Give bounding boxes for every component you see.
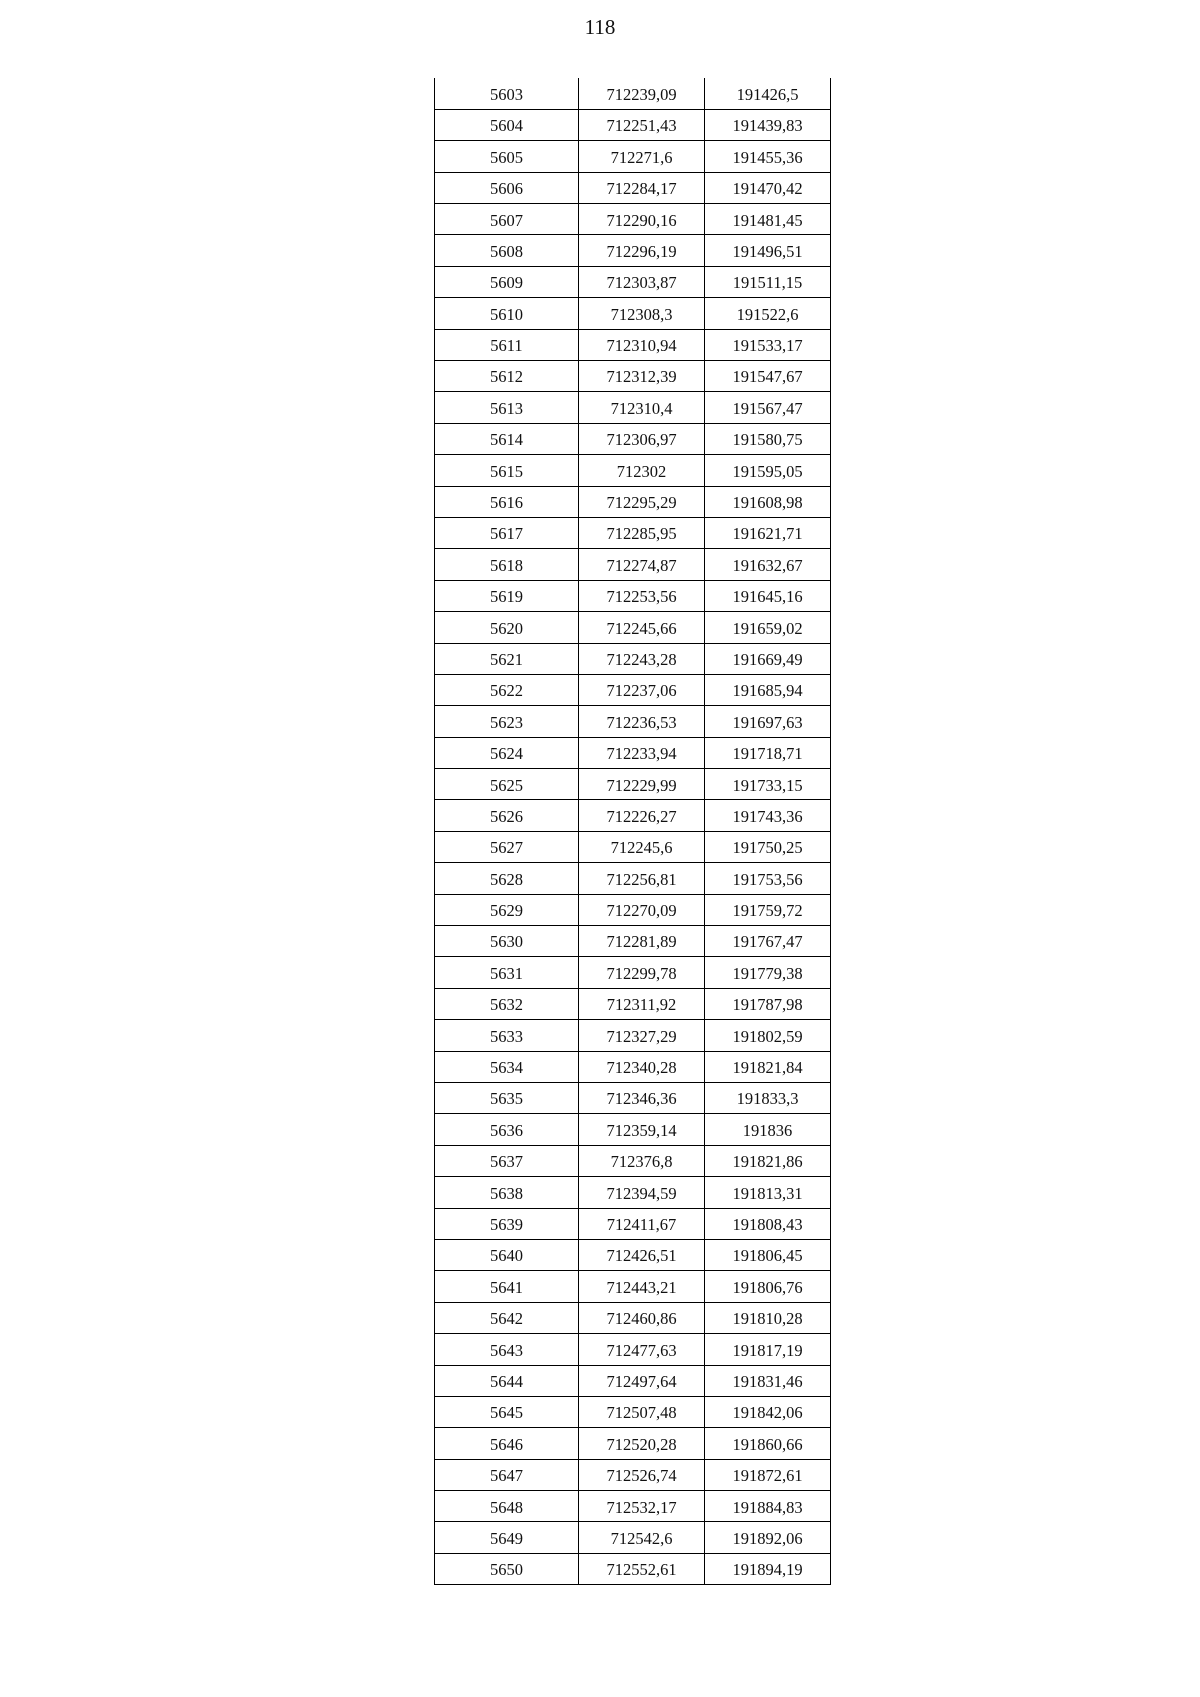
point-number-cell: 5626: [435, 800, 579, 831]
point-number-cell: 5628: [435, 863, 579, 894]
y-coordinate-cell: 191884,83: [705, 1491, 831, 1522]
table-row: [435, 926, 831, 957]
x-coordinate-cell: 712253,56: [579, 580, 705, 611]
x-coordinate-cell: 712285,95: [579, 517, 705, 548]
table-row: [435, 612, 831, 643]
table-row: [435, 1114, 831, 1145]
table-row: [435, 172, 831, 203]
point-number-cell: 5630: [435, 926, 579, 957]
y-coordinate-cell: 191645,16: [705, 580, 831, 611]
x-coordinate-cell: 712340,28: [579, 1051, 705, 1082]
table-row: [435, 831, 831, 862]
x-coordinate-cell: 712237,06: [579, 674, 705, 705]
y-coordinate-cell: 191481,45: [705, 204, 831, 235]
y-coordinate-cell: 191439,83: [705, 109, 831, 140]
point-number-cell: 5644: [435, 1365, 579, 1396]
point-number-cell: 5645: [435, 1396, 579, 1427]
table-row: [435, 517, 831, 548]
x-coordinate-cell: 712308,3: [579, 298, 705, 329]
x-coordinate-cell: 712532,17: [579, 1491, 705, 1522]
x-coordinate-cell: 712460,86: [579, 1302, 705, 1333]
y-coordinate-cell: 191894,19: [705, 1553, 831, 1584]
table-row: [435, 1208, 831, 1239]
table-row: [435, 392, 831, 423]
y-coordinate-cell: 191608,98: [705, 486, 831, 517]
x-coordinate-cell: 712306,97: [579, 423, 705, 454]
table-row: [435, 1522, 831, 1553]
point-number-cell: 5624: [435, 737, 579, 768]
table-row: [435, 549, 831, 580]
table-row: [435, 674, 831, 705]
y-coordinate-cell: 191685,94: [705, 674, 831, 705]
y-coordinate-cell: 191779,38: [705, 957, 831, 988]
table-row: [435, 455, 831, 486]
y-coordinate-cell: 191836: [705, 1114, 831, 1145]
coordinates-table: [434, 78, 831, 1585]
x-coordinate-cell: 712477,63: [579, 1334, 705, 1365]
y-coordinate-cell: 191753,56: [705, 863, 831, 894]
y-coordinate-cell: 191659,02: [705, 612, 831, 643]
x-coordinate-cell: 712497,64: [579, 1365, 705, 1396]
point-number-cell: 5611: [435, 329, 579, 360]
y-coordinate-cell: 191621,71: [705, 517, 831, 548]
y-coordinate-cell: 191813,31: [705, 1177, 831, 1208]
y-coordinate-cell: 191470,42: [705, 172, 831, 203]
y-coordinate-cell: 191697,63: [705, 706, 831, 737]
y-coordinate-cell: 191632,67: [705, 549, 831, 580]
y-coordinate-cell: 191821,84: [705, 1051, 831, 1082]
y-coordinate-cell: 191750,25: [705, 831, 831, 862]
x-coordinate-cell: 712346,36: [579, 1083, 705, 1114]
x-coordinate-cell: 712426,51: [579, 1239, 705, 1270]
x-coordinate-cell: 712299,78: [579, 957, 705, 988]
y-coordinate-cell: 191892,06: [705, 1522, 831, 1553]
point-number-cell: 5621: [435, 643, 579, 674]
x-coordinate-cell: 712251,43: [579, 109, 705, 140]
point-number-cell: 5635: [435, 1083, 579, 1114]
x-coordinate-cell: 712312,39: [579, 361, 705, 392]
table-row: [435, 643, 831, 674]
point-number-cell: 5603: [435, 78, 579, 109]
table-row: [435, 1459, 831, 1490]
x-coordinate-cell: 712303,87: [579, 266, 705, 297]
x-coordinate-cell: 712411,67: [579, 1208, 705, 1239]
table-row: [435, 863, 831, 894]
table-row: [435, 1177, 831, 1208]
point-number-cell: 5617: [435, 517, 579, 548]
table-row: [435, 1491, 831, 1522]
y-coordinate-cell: 191767,47: [705, 926, 831, 957]
point-number-cell: 5615: [435, 455, 579, 486]
x-coordinate-cell: 712239,09: [579, 78, 705, 109]
table-row: [435, 78, 831, 109]
point-number-cell: 5642: [435, 1302, 579, 1333]
point-number-cell: 5610: [435, 298, 579, 329]
point-number-cell: 5623: [435, 706, 579, 737]
table-row: [435, 988, 831, 1019]
y-coordinate-cell: 191833,3: [705, 1083, 831, 1114]
table-row: [435, 141, 831, 172]
table-row: [435, 1553, 831, 1584]
y-coordinate-cell: 191831,46: [705, 1365, 831, 1396]
point-number-cell: 5648: [435, 1491, 579, 1522]
x-coordinate-cell: 712542,6: [579, 1522, 705, 1553]
x-coordinate-cell: 712394,59: [579, 1177, 705, 1208]
table-row: [435, 298, 831, 329]
table-row: [435, 1239, 831, 1270]
table-row: [435, 1365, 831, 1396]
x-coordinate-cell: 712245,6: [579, 831, 705, 862]
x-coordinate-cell: 712520,28: [579, 1428, 705, 1459]
point-number-cell: 5633: [435, 1020, 579, 1051]
point-number-cell: 5616: [435, 486, 579, 517]
point-number-cell: 5636: [435, 1114, 579, 1145]
point-number-cell: 5605: [435, 141, 579, 172]
table-row: [435, 204, 831, 235]
table-row: [435, 329, 831, 360]
y-coordinate-cell: 191580,75: [705, 423, 831, 454]
y-coordinate-cell: 191808,43: [705, 1208, 831, 1239]
table-row: [435, 1428, 831, 1459]
y-coordinate-cell: 191533,17: [705, 329, 831, 360]
x-coordinate-cell: 712233,94: [579, 737, 705, 768]
table-row: [435, 109, 831, 140]
point-number-cell: 5638: [435, 1177, 579, 1208]
point-number-cell: 5643: [435, 1334, 579, 1365]
x-coordinate-cell: 712302: [579, 455, 705, 486]
table-row: [435, 423, 831, 454]
point-number-cell: 5641: [435, 1271, 579, 1302]
y-coordinate-cell: 191733,15: [705, 769, 831, 800]
point-number-cell: 5637: [435, 1145, 579, 1176]
point-number-cell: 5614: [435, 423, 579, 454]
x-coordinate-cell: 712229,99: [579, 769, 705, 800]
table-row: [435, 1020, 831, 1051]
table-row: [435, 1302, 831, 1333]
x-coordinate-cell: 712310,4: [579, 392, 705, 423]
table-row: [435, 769, 831, 800]
point-number-cell: 5618: [435, 549, 579, 580]
y-coordinate-cell: 191669,49: [705, 643, 831, 674]
x-coordinate-cell: 712327,29: [579, 1020, 705, 1051]
table-row: [435, 800, 831, 831]
y-coordinate-cell: 191743,36: [705, 800, 831, 831]
y-coordinate-cell: 191806,76: [705, 1271, 831, 1302]
point-number-cell: 5609: [435, 266, 579, 297]
x-coordinate-cell: 712290,16: [579, 204, 705, 235]
point-number-cell: 5604: [435, 109, 579, 140]
y-coordinate-cell: 191511,15: [705, 266, 831, 297]
point-number-cell: 5647: [435, 1459, 579, 1490]
x-coordinate-cell: 712507,48: [579, 1396, 705, 1427]
x-coordinate-cell: 712296,19: [579, 235, 705, 266]
y-coordinate-cell: 191455,36: [705, 141, 831, 172]
table-row: [435, 1334, 831, 1365]
table-row: [435, 894, 831, 925]
point-number-cell: 5607: [435, 204, 579, 235]
table-row: [435, 1396, 831, 1427]
y-coordinate-cell: 191759,72: [705, 894, 831, 925]
y-coordinate-cell: 191802,59: [705, 1020, 831, 1051]
x-coordinate-cell: 712310,94: [579, 329, 705, 360]
point-number-cell: 5631: [435, 957, 579, 988]
point-number-cell: 5629: [435, 894, 579, 925]
point-number-cell: 5606: [435, 172, 579, 203]
table-row: [435, 266, 831, 297]
x-coordinate-cell: 712284,17: [579, 172, 705, 203]
x-coordinate-cell: 712311,92: [579, 988, 705, 1019]
y-coordinate-cell: 191595,05: [705, 455, 831, 486]
y-coordinate-cell: 191567,47: [705, 392, 831, 423]
table-row: [435, 1051, 831, 1082]
y-coordinate-cell: 191806,45: [705, 1239, 831, 1270]
table-row: [435, 1271, 831, 1302]
x-coordinate-cell: 712271,6: [579, 141, 705, 172]
point-number-cell: 5608: [435, 235, 579, 266]
table-row: [435, 580, 831, 611]
x-coordinate-cell: 712281,89: [579, 926, 705, 957]
y-coordinate-cell: 191860,66: [705, 1428, 831, 1459]
table-row: [435, 706, 831, 737]
x-coordinate-cell: 712443,21: [579, 1271, 705, 1302]
table-row: [435, 235, 831, 266]
y-coordinate-cell: 191842,06: [705, 1396, 831, 1427]
point-number-cell: 5632: [435, 988, 579, 1019]
point-number-cell: 5649: [435, 1522, 579, 1553]
y-coordinate-cell: 191817,19: [705, 1334, 831, 1365]
x-coordinate-cell: 712270,09: [579, 894, 705, 925]
point-number-cell: 5620: [435, 612, 579, 643]
x-coordinate-cell: 712526,74: [579, 1459, 705, 1490]
y-coordinate-cell: 191810,28: [705, 1302, 831, 1333]
point-number-cell: 5613: [435, 392, 579, 423]
x-coordinate-cell: 712359,14: [579, 1114, 705, 1145]
point-number-cell: 5639: [435, 1208, 579, 1239]
y-coordinate-cell: 191496,51: [705, 235, 831, 266]
table-row: [435, 737, 831, 768]
y-coordinate-cell: 191872,61: [705, 1459, 831, 1490]
table-row: [435, 1083, 831, 1114]
point-number-cell: 5634: [435, 1051, 579, 1082]
x-coordinate-cell: 712274,87: [579, 549, 705, 580]
table-row: [435, 957, 831, 988]
x-coordinate-cell: 712245,66: [579, 612, 705, 643]
table-row: [435, 486, 831, 517]
x-coordinate-cell: 712376,8: [579, 1145, 705, 1176]
point-number-cell: 5646: [435, 1428, 579, 1459]
x-coordinate-cell: 712295,29: [579, 486, 705, 517]
point-number-cell: 5612: [435, 361, 579, 392]
point-number-cell: 5650: [435, 1553, 579, 1584]
x-coordinate-cell: 712226,27: [579, 800, 705, 831]
point-number-cell: 5627: [435, 831, 579, 862]
point-number-cell: 5622: [435, 674, 579, 705]
point-number-cell: 5625: [435, 769, 579, 800]
coordinates-table-body: [435, 78, 831, 1585]
y-coordinate-cell: 191426,5: [705, 78, 831, 109]
x-coordinate-cell: 712552,61: [579, 1553, 705, 1584]
x-coordinate-cell: 712236,53: [579, 706, 705, 737]
table-row: [435, 361, 831, 392]
x-coordinate-cell: 712256,81: [579, 863, 705, 894]
y-coordinate-cell: 191787,98: [705, 988, 831, 1019]
y-coordinate-cell: 191718,71: [705, 737, 831, 768]
x-coordinate-cell: 712243,28: [579, 643, 705, 674]
y-coordinate-cell: 191547,67: [705, 361, 831, 392]
page-number: 118: [584, 15, 616, 39]
y-coordinate-cell: 191522,6: [705, 298, 831, 329]
y-coordinate-cell: 191821,86: [705, 1145, 831, 1176]
point-number-cell: 5640: [435, 1239, 579, 1270]
table-row: [435, 1145, 831, 1176]
point-number-cell: 5619: [435, 580, 579, 611]
